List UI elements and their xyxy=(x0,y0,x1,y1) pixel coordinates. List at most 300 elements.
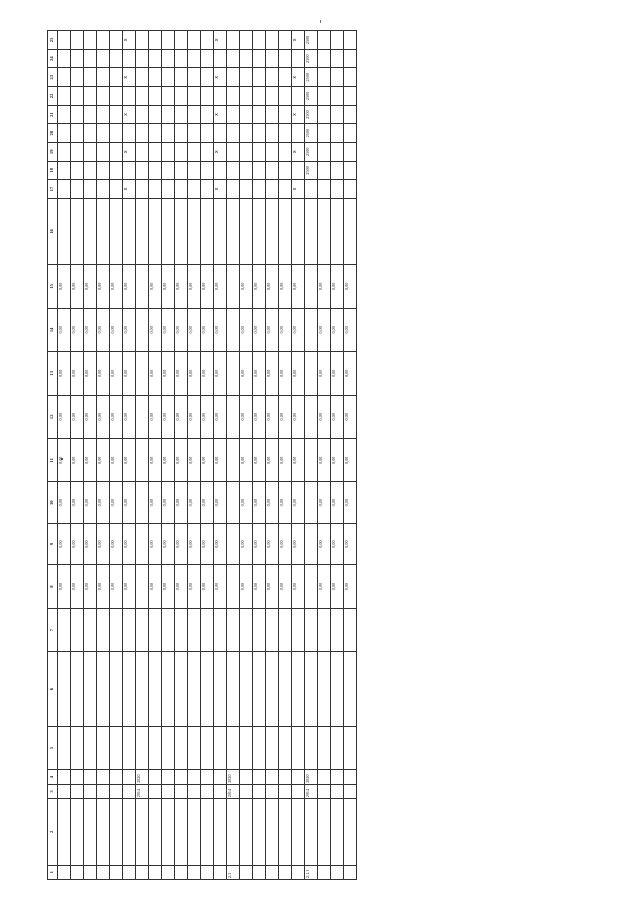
table-cell: 0,00 xyxy=(266,308,279,351)
table-cell xyxy=(240,784,253,798)
table-cell xyxy=(344,49,357,68)
table-cell xyxy=(240,105,253,124)
table-cell: 0,00 xyxy=(175,265,188,308)
table-cell xyxy=(97,726,110,769)
table-cell: 0,00 xyxy=(253,352,266,395)
table-cell xyxy=(305,565,318,608)
table-cell xyxy=(97,180,110,199)
table-cell xyxy=(188,198,201,264)
table-cell xyxy=(318,124,331,143)
table-cell xyxy=(149,799,162,865)
table-cell: 0,00 xyxy=(149,482,162,523)
x-mark: x xyxy=(214,105,227,124)
table-cell: 0,00 xyxy=(58,308,71,351)
table-cell: 0,00 xyxy=(58,482,71,523)
table-cell xyxy=(71,180,84,199)
table-cell xyxy=(344,799,357,865)
table-cell xyxy=(58,87,71,106)
table-cell xyxy=(201,865,214,879)
column-number: 2 xyxy=(48,799,58,865)
rotated-table-container xyxy=(47,30,609,880)
column-number: 1 xyxy=(48,865,58,879)
table-cell: 0,00 xyxy=(292,523,305,564)
table-cell: 0,00 xyxy=(97,482,110,523)
column-number: 13 xyxy=(48,352,58,395)
table-cell xyxy=(318,180,331,199)
table-cell xyxy=(201,142,214,161)
table-cell: 0,00 xyxy=(123,565,136,608)
table-cell xyxy=(331,68,344,87)
table-cell xyxy=(279,652,292,727)
table-row xyxy=(305,31,318,880)
table-cell xyxy=(71,198,84,264)
table-cell xyxy=(305,523,318,564)
table-cell xyxy=(84,161,97,180)
table-row xyxy=(214,31,227,880)
table-cell xyxy=(266,770,279,784)
table-cell xyxy=(292,161,305,180)
table-cell: 0,00 xyxy=(253,482,266,523)
table-cell xyxy=(110,68,123,87)
table-cell xyxy=(136,352,149,395)
table-cell xyxy=(253,31,266,50)
table-cell: 0,00 xyxy=(84,439,97,482)
x-mark: x xyxy=(214,68,227,87)
table-cell: 0,00 xyxy=(240,439,253,482)
table-cell xyxy=(175,87,188,106)
table-cell xyxy=(305,308,318,351)
table-cell xyxy=(162,180,175,199)
table-cell: 0,00 xyxy=(188,439,201,482)
table-cell xyxy=(214,865,227,879)
table-cell xyxy=(123,87,136,106)
table-cell: 0,00 xyxy=(175,395,188,438)
table-cell xyxy=(84,799,97,865)
table-cell xyxy=(201,124,214,143)
table-cell xyxy=(201,31,214,50)
table-cell: 2500 xyxy=(305,49,318,68)
table-cell xyxy=(84,770,97,784)
table-cell xyxy=(58,142,71,161)
table-cell xyxy=(240,770,253,784)
table-cell: 0,00 xyxy=(123,482,136,523)
x-mark: x xyxy=(214,31,227,50)
table-cell: 0,00 xyxy=(149,352,162,395)
table-cell xyxy=(292,652,305,727)
table-cell xyxy=(175,180,188,199)
table-cell xyxy=(188,68,201,87)
table-cell: 2014 xyxy=(136,784,149,798)
table-cell xyxy=(84,726,97,769)
table-cell xyxy=(331,105,344,124)
table-cell xyxy=(201,784,214,798)
table-cell xyxy=(110,87,123,106)
table-row xyxy=(292,31,305,880)
table-cell xyxy=(214,726,227,769)
table-cell: 0,00 xyxy=(71,439,84,482)
table-cell xyxy=(253,865,266,879)
table-cell xyxy=(279,49,292,68)
table-cell xyxy=(97,161,110,180)
table-cell: 0,00 xyxy=(175,439,188,482)
table-cell xyxy=(318,105,331,124)
table-cell: 0,00 xyxy=(97,565,110,608)
table-cell xyxy=(188,865,201,879)
table-cell xyxy=(253,608,266,651)
table-cell: 0,00 xyxy=(279,565,292,608)
table-cell: 0,00 xyxy=(318,565,331,608)
table-cell xyxy=(58,865,71,879)
table-cell xyxy=(279,770,292,784)
table-cell xyxy=(266,105,279,124)
table-cell xyxy=(175,124,188,143)
table-cell xyxy=(253,784,266,798)
column-number: 14 xyxy=(48,308,58,351)
table-cell xyxy=(136,68,149,87)
table-cell xyxy=(227,31,240,50)
table-cell: 0,00 xyxy=(331,482,344,523)
table-cell: 0,00 xyxy=(279,482,292,523)
table-cell xyxy=(266,198,279,264)
table-row xyxy=(58,31,71,880)
table-cell: 0,00 xyxy=(84,308,97,351)
table-cell: 0,00 xyxy=(123,308,136,351)
table-cell xyxy=(162,105,175,124)
table-body xyxy=(48,31,357,880)
table-cell: 0,00 xyxy=(292,439,305,482)
table-cell: 2500 xyxy=(305,124,318,143)
table-cell xyxy=(84,87,97,106)
table-cell xyxy=(58,770,71,784)
table-cell xyxy=(266,31,279,50)
table-cell: 0,00 xyxy=(71,523,84,564)
table-cell: 0,00 xyxy=(344,395,357,438)
table-cell xyxy=(136,865,149,879)
table-cell xyxy=(344,142,357,161)
table-cell xyxy=(162,31,175,50)
table-cell: 0,00 xyxy=(58,395,71,438)
table-row xyxy=(331,31,344,880)
table-cell: 0,00 xyxy=(214,565,227,608)
table-cell: 2014 xyxy=(227,784,240,798)
table-cell xyxy=(253,161,266,180)
table-cell xyxy=(71,87,84,106)
table-cell xyxy=(188,180,201,199)
table-cell xyxy=(318,652,331,727)
table-cell xyxy=(97,31,110,50)
table-cell xyxy=(175,799,188,865)
table-cell: 0,00 xyxy=(331,265,344,308)
table-row xyxy=(175,31,188,880)
table-cell xyxy=(123,726,136,769)
table-cell: 0,00 xyxy=(97,395,110,438)
x-mark: x xyxy=(123,142,136,161)
table-cell xyxy=(84,124,97,143)
column-number: 7 xyxy=(48,608,58,651)
table-cell: 0,00 xyxy=(331,439,344,482)
table-cell xyxy=(240,726,253,769)
table-cell xyxy=(136,565,149,608)
table-cell: 2500 xyxy=(305,31,318,50)
table-cell: 2.1.1 xyxy=(305,865,318,879)
table-cell xyxy=(97,142,110,161)
table-cell: 0,00 xyxy=(279,265,292,308)
x-mark: x xyxy=(214,180,227,199)
table-cell: 0,00 xyxy=(97,308,110,351)
table-cell xyxy=(279,124,292,143)
column-number: 6 xyxy=(48,652,58,727)
table-cell xyxy=(344,87,357,106)
table-cell xyxy=(84,652,97,727)
table-cell: 0,00 xyxy=(110,308,123,351)
table-cell xyxy=(318,142,331,161)
table-cell: 0,00 xyxy=(110,395,123,438)
table-cell xyxy=(279,784,292,798)
table-cell: 0,00 xyxy=(331,352,344,395)
table-cell xyxy=(240,865,253,879)
table-cell xyxy=(71,770,84,784)
table-cell xyxy=(84,784,97,798)
table-cell xyxy=(331,198,344,264)
table-cell: 0,00 xyxy=(240,265,253,308)
table-cell xyxy=(110,652,123,727)
header-row xyxy=(48,31,58,880)
table-cell xyxy=(266,652,279,727)
table-cell xyxy=(149,31,162,50)
table-row xyxy=(344,31,357,880)
table-cell: 0,00 xyxy=(175,482,188,523)
table-cell xyxy=(149,105,162,124)
table-cell: 0,00 xyxy=(253,395,266,438)
table-cell xyxy=(227,124,240,143)
x-mark: x xyxy=(214,142,227,161)
table-cell: 0,00 xyxy=(201,482,214,523)
table-cell xyxy=(149,865,162,879)
table-cell xyxy=(227,799,240,865)
table-cell xyxy=(279,865,292,879)
table-cell xyxy=(84,180,97,199)
table-cell: 0,00 xyxy=(123,265,136,308)
table-cell xyxy=(305,180,318,199)
table-cell xyxy=(175,161,188,180)
table-cell xyxy=(344,68,357,87)
table-cell xyxy=(71,124,84,143)
table-cell xyxy=(175,608,188,651)
table-cell: 0,00 xyxy=(201,523,214,564)
table-cell xyxy=(149,161,162,180)
table-cell xyxy=(136,265,149,308)
table-cell xyxy=(149,68,162,87)
table-cell xyxy=(305,799,318,865)
table-cell xyxy=(279,87,292,106)
table-cell: 0,00 xyxy=(97,523,110,564)
column-number: 8 xyxy=(48,565,58,608)
table-cell xyxy=(318,770,331,784)
table-cell: 0,00 xyxy=(162,308,175,351)
table-cell xyxy=(97,68,110,87)
table-cell: 0,00 xyxy=(253,308,266,351)
table-cell xyxy=(227,439,240,482)
table-cell xyxy=(175,865,188,879)
table-cell: 2500 xyxy=(305,87,318,106)
table-cell xyxy=(240,87,253,106)
table-cell xyxy=(227,68,240,87)
table-cell xyxy=(188,87,201,106)
table-cell xyxy=(149,198,162,264)
table-cell xyxy=(162,784,175,798)
table-cell xyxy=(227,652,240,727)
column-number: 11 xyxy=(48,439,58,482)
table-cell xyxy=(227,142,240,161)
table-cell xyxy=(227,49,240,68)
table-cell xyxy=(58,31,71,50)
table-cell xyxy=(331,124,344,143)
table-cell: 0,00 xyxy=(110,265,123,308)
table-cell xyxy=(97,105,110,124)
table-cell xyxy=(201,770,214,784)
table-cell xyxy=(279,726,292,769)
table-cell xyxy=(136,799,149,865)
table-cell xyxy=(279,180,292,199)
table-cell xyxy=(123,784,136,798)
table-cell xyxy=(84,49,97,68)
table-cell xyxy=(188,31,201,50)
table-cell: 0,00 xyxy=(214,352,227,395)
table-cell: 0,00 xyxy=(58,352,71,395)
table-cell xyxy=(136,726,149,769)
table-cell xyxy=(84,142,97,161)
table-cell xyxy=(58,799,71,865)
table-cell xyxy=(188,49,201,68)
column-number: 9 xyxy=(48,523,58,564)
table-cell: 0,00 xyxy=(279,308,292,351)
table-cell xyxy=(188,124,201,143)
table-cell: 0,00 xyxy=(240,482,253,523)
table-cell xyxy=(305,352,318,395)
table-cell xyxy=(162,198,175,264)
table-cell: 2.1 xyxy=(227,865,240,879)
table-cell xyxy=(123,770,136,784)
table-cell xyxy=(97,87,110,106)
table-cell xyxy=(227,352,240,395)
table-cell xyxy=(175,726,188,769)
table-cell xyxy=(71,161,84,180)
table-cell xyxy=(123,799,136,865)
table-cell xyxy=(97,770,110,784)
x-mark: x xyxy=(123,180,136,199)
table-cell xyxy=(318,68,331,87)
table-cell xyxy=(149,142,162,161)
table-cell: 0,00 xyxy=(201,439,214,482)
table-cell: 0,00 xyxy=(149,308,162,351)
table-cell: 0,00 xyxy=(344,482,357,523)
table-cell xyxy=(188,105,201,124)
table-cell xyxy=(71,865,84,879)
table-cell: 0,00 xyxy=(318,523,331,564)
table-cell xyxy=(58,726,71,769)
table-cell: 0,00 xyxy=(162,482,175,523)
table-cell xyxy=(331,87,344,106)
table-cell: 0,00 xyxy=(214,523,227,564)
table-cell: 0,00 xyxy=(240,395,253,438)
table-cell xyxy=(292,49,305,68)
table-cell: 2020 xyxy=(136,770,149,784)
table-cell: 0,00 xyxy=(149,565,162,608)
table-cell xyxy=(331,784,344,798)
table-cell xyxy=(279,31,292,50)
table-cell: 0,00 xyxy=(344,565,357,608)
table-cell xyxy=(201,726,214,769)
table-cell xyxy=(175,68,188,87)
table-cell xyxy=(110,865,123,879)
table-cell: 0,00 xyxy=(331,395,344,438)
table-cell xyxy=(240,180,253,199)
column-number: 22 xyxy=(48,87,58,106)
table-row xyxy=(240,31,253,880)
table-cell: 0,00 xyxy=(266,439,279,482)
table-cell xyxy=(162,124,175,143)
table-cell xyxy=(136,608,149,651)
table-cell xyxy=(175,784,188,798)
table-cell: 0,00 xyxy=(331,308,344,351)
table-cell xyxy=(149,608,162,651)
table-cell xyxy=(58,49,71,68)
table-cell xyxy=(344,652,357,727)
table-cell xyxy=(136,105,149,124)
table-cell xyxy=(253,124,266,143)
table-cell xyxy=(227,482,240,523)
table-cell xyxy=(162,49,175,68)
table-row xyxy=(227,31,240,880)
table-cell: 0,00 xyxy=(253,523,266,564)
x-mark: x xyxy=(123,105,136,124)
table-cell xyxy=(71,799,84,865)
column-number: 16 xyxy=(48,198,58,264)
table-cell xyxy=(136,198,149,264)
table-cell: 0,00 xyxy=(266,395,279,438)
table-cell xyxy=(279,161,292,180)
table-cell: 0,00 xyxy=(279,439,292,482)
table-cell: 0,00 xyxy=(84,265,97,308)
table-cell xyxy=(110,726,123,769)
table-cell xyxy=(97,608,110,651)
column-number: 25 xyxy=(48,31,58,50)
table-cell: 0,00 xyxy=(97,352,110,395)
table-cell xyxy=(188,608,201,651)
table-cell xyxy=(344,608,357,651)
table-cell xyxy=(292,770,305,784)
table-cell: 2500 xyxy=(305,161,318,180)
x-mark: x xyxy=(292,68,305,87)
table-cell: 0,00 xyxy=(123,352,136,395)
table-cell xyxy=(318,608,331,651)
table-cell xyxy=(58,608,71,651)
table-row xyxy=(201,31,214,880)
table-cell xyxy=(240,652,253,727)
table-cell: 0,00 xyxy=(110,482,123,523)
table-row xyxy=(149,31,162,880)
table-cell xyxy=(292,198,305,264)
table-cell: 0,00 xyxy=(266,482,279,523)
table-cell: 0,00 xyxy=(344,523,357,564)
table-cell: 0,00 xyxy=(279,352,292,395)
table-cell xyxy=(58,161,71,180)
column-number: 21 xyxy=(48,105,58,124)
table-cell xyxy=(279,105,292,124)
table-cell xyxy=(188,142,201,161)
table-cell: 0,00 xyxy=(344,439,357,482)
table-cell xyxy=(331,49,344,68)
